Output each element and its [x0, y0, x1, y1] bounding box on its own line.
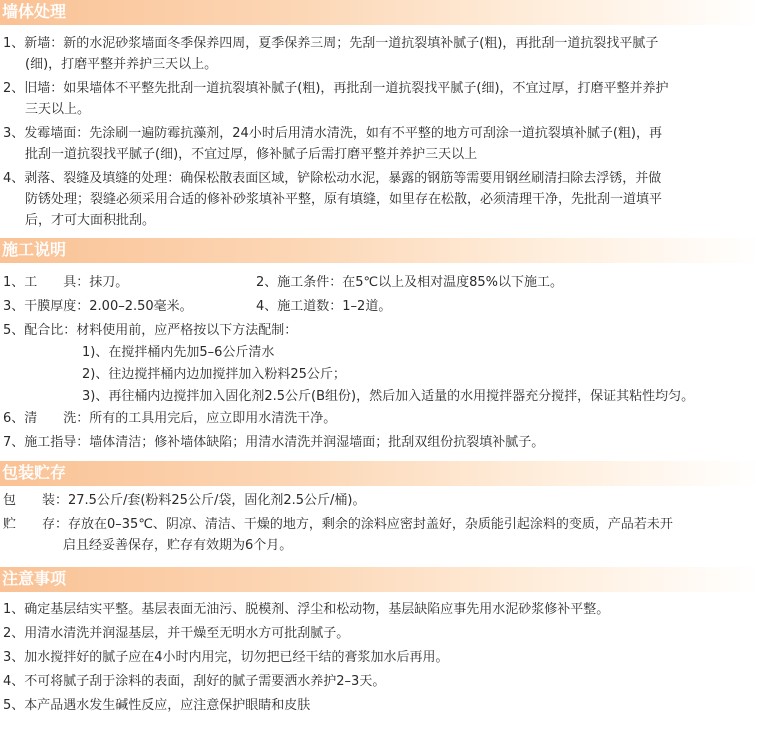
text-line: 5、配合比：材料使用前，应严格按以下方法配制：: [3, 323, 298, 338]
text-line: 1)、在搅拌桶内先加5–6公斤清水: [82, 345, 275, 360]
text-line: 1、工 具：抹刀。: [3, 275, 129, 290]
text-line: 4、剥落、裂缝及填缝的处理：确保松散表面区域，铲除松动水泥，暴露的钢筋等需要用钢丝刷清扫除去浮锈，并做: [3, 171, 662, 186]
text-line: 6、清 洗：所有的工具用完后，应立即用水清洗干净。: [3, 411, 337, 426]
text-line: (细)，打磨平整并养护三天以上。: [25, 57, 218, 72]
text-line: 3、加水搅拌好的腻子应在4小时内用完，切勿把已经干结的膏浆加水后再用。: [3, 650, 449, 665]
section-title: 包装贮存: [2, 463, 67, 482]
text-line: 7、施工指导：墙体清洁；修补墙体缺陷；用清水清洗并润湿墙面；批刮双组份抗裂填补腻子。: [3, 435, 545, 450]
text-line: 1、新墙：新的水泥砂浆墙面冬季保养四周，夏季保养三周；先刮一道抗裂填补腻子(粗)，再批刮一道抗裂找平腻子: [3, 36, 659, 51]
text-line: 3、发霉墙面：先涂刷一遍防霉抗藻剂，24小时后用清水清洗，如有不平整的地方可刮涂一道抗裂填补腻子(粗)，再: [3, 126, 662, 141]
text-line: 2、用清水清洗并润湿基层，并干燥至无明水方可批刮腻子。: [3, 626, 350, 641]
text-line: 4、施工道数：1–2道。: [256, 299, 392, 314]
text-line: 3、干膜厚度：2.00–2.50毫米。: [3, 299, 193, 314]
section-title: 墙体处理: [2, 2, 67, 21]
text-line: 启且经妥善保存，贮存有效期为6个月。: [63, 538, 293, 553]
section-title: 注意事项: [2, 569, 67, 588]
text-line: 2)、往边搅拌桶内边加搅拌加入粉料25公斤；: [82, 367, 346, 382]
text-line: 5、本产品遇水发生碱性反应，应注意保护眼睛和皮肤: [3, 698, 311, 713]
section-header-packaging-storage: [0, 461, 760, 486]
section-header-construction-notes: [0, 238, 760, 263]
text-line: 2、施工条件：在5℃以上及相对温度85%以下施工。: [256, 275, 564, 290]
section-title: 施工说明: [2, 240, 67, 259]
text-line: 贮 存：存放在0–35℃、阴凉、清洁、干燥的地方，剩余的涂料应密封盖好，杂质能引起涂料的变质，产品若未开: [3, 517, 673, 532]
text-line: 3)、再往桶内边搅拌加入固化剂2.5公斤(B组份)，然后加入适量的水用搅拌器充分搅拌，保证其粘性均匀。: [82, 389, 695, 404]
text-line: 批刮一道抗裂找平腻子(细)，不宜过厚，修补腻子后需打磨平整并养护三天以上: [25, 147, 478, 162]
text-line: 后，才可大面积批刮。: [25, 213, 156, 228]
section-header-wall-treatment: [0, 0, 760, 25]
section-header-precautions: [0, 567, 760, 592]
text-line: 防锈处理；裂缝必须采用合适的修补砂浆填补平整，原有填缝，如里存在松散，必须清理干净，先批刮一道填平: [25, 192, 663, 207]
text-line: 三天以上。: [25, 102, 91, 117]
text-line: 1、确定基层结实平整。基层表面无油污、脱模剂、浮尘和松动物，基层缺陷应事先用水泥砂浆修补平整。: [3, 602, 610, 617]
text-line: 4、不可将腻子刮于涂料的表面，刮好的腻子需要洒水养护2–3天。: [3, 674, 386, 689]
text-line: 2、旧墙：如果墙体不平整先批刮一道抗裂填补腻子(粗)，再批刮一道抗裂找平腻子(细)，不宜过厚，打磨平整并养护: [3, 81, 669, 96]
text-line: 包 装：27.5公斤/套(粉料25公斤/袋，固化剂2.5公斤/桶)。: [3, 493, 366, 508]
